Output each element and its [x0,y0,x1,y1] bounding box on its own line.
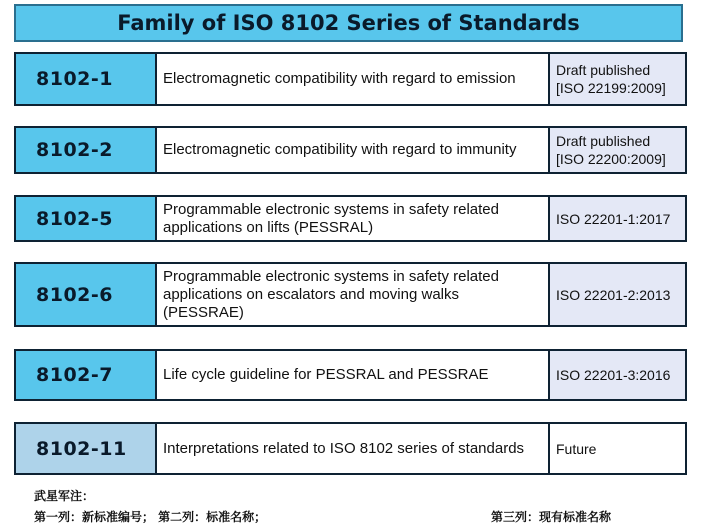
standard-description: Programmable electronic systems in safety related applications on lifts (PESSRAL) [157,197,550,240]
standard-description: Life cycle guideline for PESSRAL and PESSRAE [157,351,550,399]
standard-code: 8102-6 [16,264,157,325]
note-author: 武星军注： [34,489,95,503]
standard-code: 8102-2 [16,128,157,172]
table-row [14,349,687,401]
table-row [14,422,687,475]
standard-status: Draft published [ISO 22200:2009] [550,128,685,172]
table-row [14,262,687,327]
table-row [14,52,687,106]
standard-description: Programmable electronic systems in safety related applications on escalators and moving walks (PESSRAE) [157,264,550,325]
note-columns-1-2: 第一列：新标准编号； 第二列：标准名称； [34,510,267,524]
note-column-3: 第三列：现有标准名称 [491,510,612,524]
standard-code: 8102-7 [16,351,157,399]
standard-status: Future [556,440,597,457]
standard-status: ISO 22201-2:2013 [550,264,685,325]
table-row [14,195,687,242]
page-title: Family of ISO 8102 Series of Standards [14,4,683,42]
standard-status: ISO 22201-1:2017 [550,197,685,240]
standard-status: ISO 22201-3:2016 [550,351,685,399]
standard-description: Interpretations related to ISO 8102 series of standards [157,424,550,473]
standard-code: 8102-11 [16,424,157,473]
standard-code: 8102-5 [16,197,157,240]
standard-code: 8102-1 [16,54,157,104]
standard-description: Electromagnetic compatibility with regard to emission [157,54,550,104]
standard-status: Draft published [ISO 22199:2009] [550,54,685,104]
standard-description: Electromagnetic compatibility with regard to immunity [157,128,550,172]
table-row [14,126,687,174]
